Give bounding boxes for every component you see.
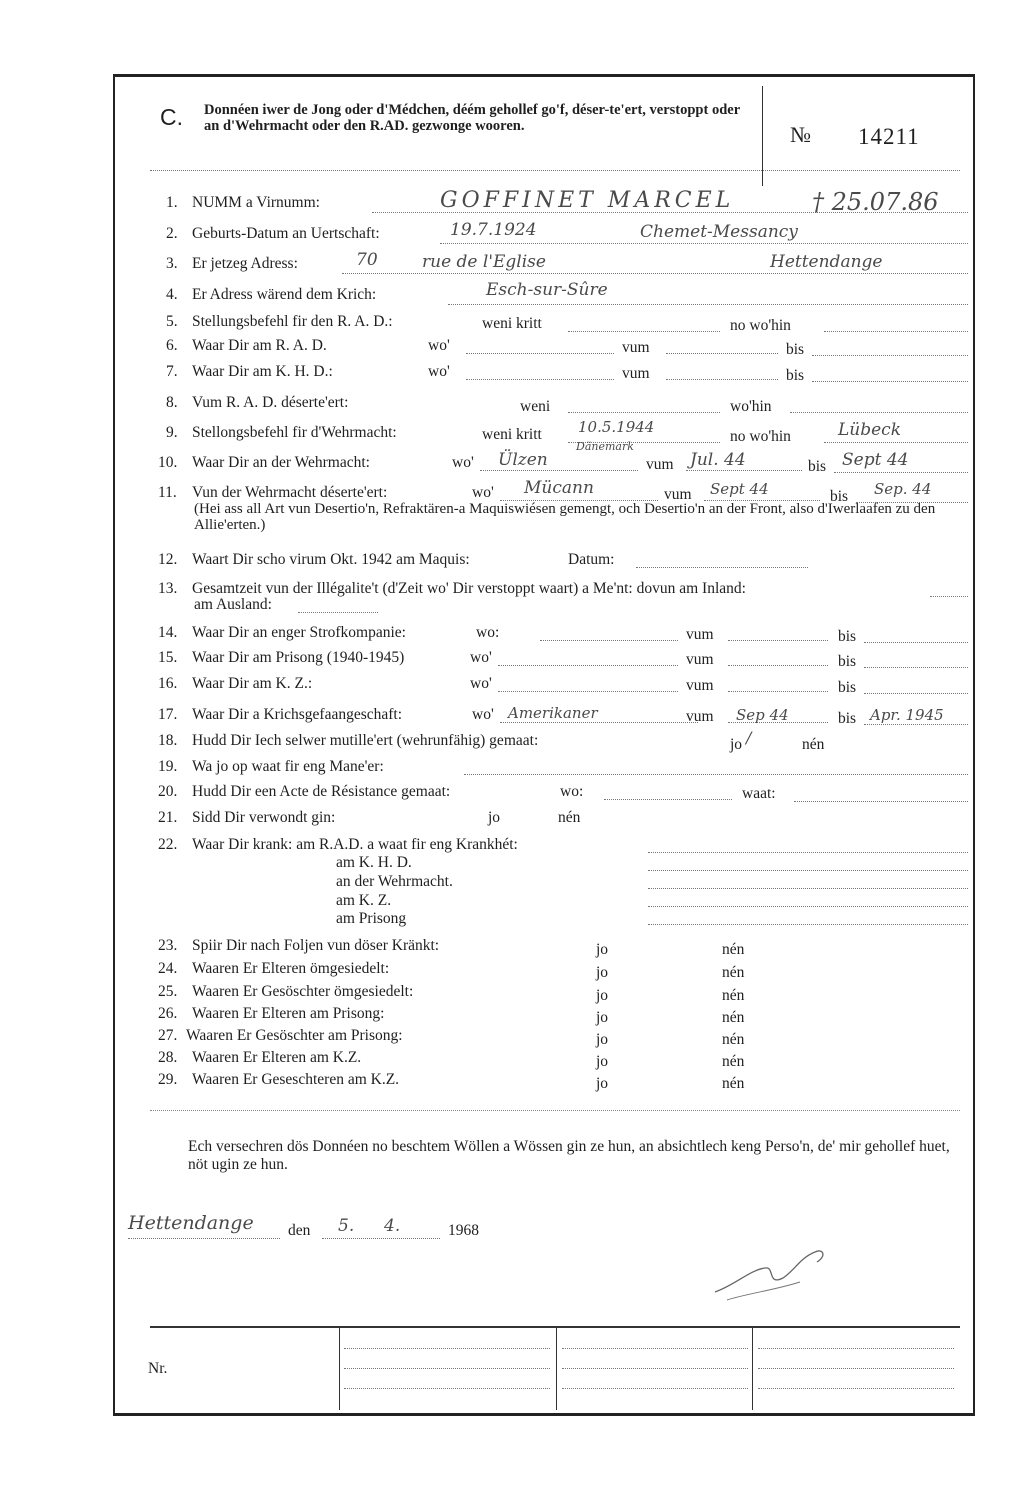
rad-desert-wohin-line (790, 412, 968, 413)
row-label: Waar Dir krank: am R.A.D. a waat fir eng Krankhét: (192, 836, 518, 853)
rad-vum-line (666, 353, 778, 354)
row-label: Waart Dir scho virum Okt. 1942 am Maquis: (192, 551, 470, 568)
desert-bis: bis (830, 488, 849, 505)
rad-wo: wo' (428, 337, 450, 354)
yes-24: jo (596, 964, 609, 981)
row-label: Waar Dir a Krichsgefaangeschaft: (192, 706, 403, 723)
row-label: Hudd Dir Iech selwer mutille'ert (wehrunfähig) gemaat: (192, 732, 539, 749)
desert-vum: vum (664, 486, 692, 503)
sick-khd-line (648, 870, 968, 871)
mutil-jo: jo (730, 736, 743, 753)
footer-dots-3 (344, 1388, 550, 1389)
sign-date-line (322, 1238, 440, 1239)
hw-desert-from: Sept 44 (710, 480, 769, 498)
wm-vum: vum (646, 456, 674, 473)
hw-wehrmacht-where2: Dänemark (576, 440, 634, 453)
rad-wo-line (466, 353, 614, 354)
sick-prisong-line (648, 924, 968, 925)
resist-wo-line (604, 799, 732, 800)
declaration-text: Ech versechren dös Donnéen no beschtem Wöllen a Wössen gin ze hun, an absichtlech keng Perso'n, de' mir gehollef huet, nöt ugin ze hun. (188, 1138, 950, 1173)
row-label: Vum R. A. D. déserte'ert: (192, 394, 349, 411)
row-label: Waar Dir am R. A. D. (192, 337, 327, 354)
kz-bis-line (864, 693, 968, 694)
row-label: Waar Dir an enger Strofkompanie: (192, 624, 406, 641)
den-label: den (288, 1222, 311, 1239)
rad-order-weni-kritt: weni kritt (482, 315, 542, 332)
hw-wehrmacht-from: Jul. 44 (690, 450, 746, 470)
wm-order-no-wohin: no wo'hin (730, 428, 791, 445)
war-address-line (448, 304, 968, 305)
row-label: Waaren Er Elteren am K.Z. (192, 1049, 362, 1066)
row-label: Gesamtzeit vun der Illégalite't (d'Zeit wo' Dir verstoppt waart) a Me'nt: dovun am Inland: (192, 580, 746, 597)
hw-pow-to: Apr. 1945 (870, 706, 944, 724)
row-label: Waaren Er Elteren am Prisong: (192, 1005, 385, 1022)
row-number: 10. (158, 454, 178, 471)
row-label: Wa jo op waat fir eng Mane'er: (192, 758, 384, 775)
wound-nen: nén (558, 809, 581, 826)
row-label: Waaren Er Elteren ömgesiedelt: (192, 960, 390, 977)
hw-desert-where: Mücann (524, 478, 594, 498)
row-number: 8. (166, 394, 178, 411)
row-label: Er Adress wärend dem Krich: (192, 286, 377, 303)
maquis-datum-line (636, 567, 808, 568)
yes-23: jo (596, 941, 609, 958)
yes-26: jo (596, 1009, 609, 1026)
strof-wo: wo: (476, 624, 500, 641)
rad-order-no-wohin: no wo'hin (730, 317, 791, 334)
row-label: Stellungsbefehl fir den R. A. D.: (192, 313, 393, 330)
footer-dots-5 (562, 1368, 748, 1369)
row-label: Waaren Er Geseschteren am K.Z. (192, 1071, 400, 1088)
row-number: 4. (166, 286, 178, 303)
row-label: Waar Dir am Prisong (1940-1945) (192, 649, 405, 666)
hw-war-address: Esch-sur-Sûre (486, 280, 608, 300)
wound-jo: jo (488, 809, 501, 826)
hw-address-street: rue de l'Eglise (422, 252, 546, 272)
sick-wm-line (648, 888, 968, 889)
row-number: 29. (158, 1071, 178, 1088)
row-label: Spiir Dir nach Foljen vun döser Kränkt: (192, 937, 440, 954)
hw-birth-date: 19.7.1924 (450, 220, 537, 240)
rad-desert-wohin: wo'hin (730, 398, 772, 415)
row-number: 15. (158, 649, 178, 666)
strof-vum-line (728, 640, 828, 641)
pre-declaration-line (150, 1110, 960, 1111)
prisong-bis: bis (838, 653, 857, 670)
rad-bis-line (812, 355, 968, 356)
row-number: 25. (158, 983, 178, 1000)
sick-wm-label: an der Wehrmacht. (336, 873, 453, 890)
header-separator (150, 170, 960, 171)
khd-vum: vum (622, 365, 650, 382)
no-24: nén (722, 964, 745, 981)
resist-wo: wo: (560, 783, 584, 800)
rad-desert-weni-line (568, 412, 720, 413)
khd-vum-line (666, 379, 778, 380)
footer-col-line-1 (339, 1326, 340, 1410)
footer-col-line-3 (752, 1326, 753, 1410)
yes-25: jo (596, 987, 609, 1004)
wm-bis-line (834, 472, 968, 473)
footer-dots-2 (344, 1368, 550, 1369)
row-number: 11. (158, 484, 177, 501)
inland-line (930, 596, 968, 597)
rad-bis: bis (786, 341, 805, 358)
footer-dots-6 (562, 1388, 748, 1389)
birth-line (440, 243, 968, 244)
row-number: 27. (158, 1027, 178, 1044)
ausland-line (298, 612, 378, 613)
strof-bis-line (864, 642, 968, 643)
row-label: Waar Dir am K. Z.: (192, 675, 313, 692)
hw-address-nr: 70 (356, 250, 378, 270)
row-number: 3. (166, 255, 178, 272)
row-label: Hudd Dir een Acte de Résistance gemaat: (192, 783, 451, 800)
no-23: nén (722, 941, 745, 958)
sick-kz-label: am K. Z. (336, 892, 392, 909)
maneer-line (464, 774, 968, 775)
strof-vum: vum (686, 626, 714, 643)
row-label: Waar Dir am K. H. D.: (192, 363, 333, 380)
no-27: nén (722, 1031, 745, 1048)
row-label: Stellongsbefehl fir d'Wehrmacht: (192, 424, 397, 441)
prisong-vum: vum (686, 651, 714, 668)
row-number: 7. (166, 363, 178, 380)
row-number: 13. (158, 580, 178, 597)
prisong-bis-line (864, 667, 968, 668)
section-letter: C. (160, 104, 183, 130)
kz-wo: wo' (470, 675, 492, 692)
address-line (342, 273, 968, 274)
yes-27: jo (596, 1031, 609, 1048)
hw-birth-place: Chemet-Messancy (640, 222, 798, 242)
row-label: Waaren Er Gesöschter am Prisong: (186, 1027, 403, 1044)
rad-order-where-line (824, 331, 968, 332)
row-label: Vun der Wehrmacht déserte'ert: (192, 484, 388, 501)
kz-bis: bis (838, 679, 857, 696)
mutil-nen: nén (802, 736, 825, 753)
row-label: Sidd Dir verwondt gin: (192, 809, 336, 826)
prisong-wo: wo' (470, 649, 492, 666)
footer-dots-7 (758, 1348, 954, 1349)
rad-vum: vum (622, 339, 650, 356)
row-number: 26. (158, 1005, 178, 1022)
row-number: 14. (158, 624, 178, 641)
sick-kz-line (648, 906, 968, 907)
sick-prisong-label: am Prisong (336, 910, 407, 927)
row-number: 18. (158, 732, 178, 749)
yes-29: jo (596, 1075, 609, 1092)
resist-waat-line (794, 801, 968, 802)
ausland-label: am Ausland: (194, 596, 272, 613)
hw-sign-place: Hettendange (128, 1212, 254, 1234)
kz-vum-line (728, 691, 828, 692)
wm-order-weni-kritt: weni kritt (482, 426, 542, 443)
hw-address-town: Hettendange (770, 252, 883, 272)
khd-wo: wo' (428, 363, 450, 380)
no-26: nén (722, 1009, 745, 1026)
rad-desert-weni: weni (520, 398, 551, 415)
wm-wo: wo' (452, 454, 474, 471)
resist-waat: waat: (742, 785, 776, 802)
row-label: Waaren Er Gesöschter ömgesiedelt: (192, 983, 414, 1000)
desert-wo: wo' (472, 484, 494, 501)
hw-wehrmacht-where: Ülzen (498, 450, 548, 470)
sick-rad-line (648, 852, 968, 853)
hw-sign-month: 4. (384, 1216, 401, 1236)
sign-place-line (128, 1238, 280, 1239)
row-number: 12. (158, 551, 178, 568)
row-number: 21. (158, 809, 178, 826)
footer-dots-8 (758, 1368, 954, 1369)
hw-tick-mark: / (746, 728, 752, 747)
hw-desert-to: Sep. 44 (874, 480, 932, 498)
row-number: 19. (158, 758, 178, 775)
sign-year: 1968 (448, 1222, 479, 1239)
hw-wehrmacht-order-date: 10.5.1944 (578, 418, 655, 436)
row-number: 22. (158, 836, 178, 853)
row-number: 5. (166, 313, 178, 330)
hw-death: † 25.07.86 (812, 188, 939, 216)
row-number: 6. (166, 337, 178, 354)
row-number: 1. (166, 194, 178, 211)
no-25: nén (722, 987, 745, 1004)
row-label: Geburts-Datum an Uertschaft: (192, 225, 380, 242)
wm-wo-line (480, 470, 638, 471)
khd-wo-line (466, 379, 614, 380)
desertion-note: (Hei ass all Art vun Desertio'n, Refraktären-a Maquiswiésen gemengt, och Desertio'n an der Front, also d'Iwerlaafen zu den Allie'erten.) (194, 501, 936, 533)
sick-khd-label: am K. H. D. (336, 854, 412, 871)
footer-nr-label: Nr. (148, 1360, 168, 1377)
hw-pow-where: Amerikaner (508, 704, 598, 722)
footer-col-line-2 (556, 1326, 557, 1410)
footer-dots-1 (344, 1348, 550, 1349)
row-number: 20. (158, 783, 178, 800)
rad-order-date-line (568, 331, 720, 332)
strof-wo-line (540, 640, 678, 641)
wm-bis: bis (808, 458, 827, 475)
footer-dots-4 (562, 1348, 748, 1349)
row-number: 24. (158, 960, 178, 977)
row-number: 17. (158, 706, 178, 723)
row-label: NUMM a Virnumm: (192, 194, 320, 211)
pow-wo: wo' (472, 706, 494, 723)
footer-dots-9 (758, 1388, 954, 1389)
number-symbol: № (790, 122, 811, 147)
row-label: Waar Dir an der Wehrmacht: (192, 454, 370, 471)
row-number: 28. (158, 1049, 178, 1066)
row-number: 23. (158, 937, 178, 954)
signature-mark (705, 1230, 835, 1310)
row-number: 9. (166, 424, 178, 441)
hw-pow-from: Sep 44 (736, 706, 789, 724)
prisong-vum-line (728, 665, 828, 666)
form-number: 14211 (858, 124, 920, 149)
no-29: nén (722, 1075, 745, 1092)
kz-wo-line (498, 691, 678, 692)
wm-vum-line (686, 470, 802, 471)
pow-bis-line (864, 724, 968, 725)
no-28: nén (722, 1053, 745, 1070)
prisong-wo-line (498, 665, 678, 666)
hw-sign-day: 5. (338, 1216, 355, 1236)
hw-name: GOFFINET MARCEL (440, 188, 735, 213)
number-divider (762, 86, 763, 186)
wm-order-where-line (824, 442, 968, 443)
kz-vum: vum (686, 677, 714, 694)
pow-bis: bis (838, 710, 857, 727)
hw-wehrmacht-order-where: Lübeck (838, 420, 902, 440)
pow-wo-line (500, 722, 698, 723)
maquis-datum: Datum: (568, 551, 615, 568)
row-number: 16. (158, 675, 178, 692)
hw-wehrmacht-to: Sept 44 (842, 450, 909, 470)
strof-bis: bis (838, 628, 857, 645)
pow-vum: vum (686, 708, 714, 725)
yes-28: jo (596, 1053, 609, 1070)
khd-bis-line (812, 381, 968, 382)
footer-top-rule (150, 1326, 960, 1328)
row-number: 2. (166, 225, 178, 242)
section-title: Donnéen iwer de Jong oder d'Médchen, déém gehollef go'f, déser-te'ert, verstoppt oder an d'Wehrmacht oder den R.AD. gezwonge wooren. (204, 102, 740, 134)
row-label: Er jetzeg Adress: (192, 255, 298, 272)
khd-bis: bis (786, 367, 805, 384)
